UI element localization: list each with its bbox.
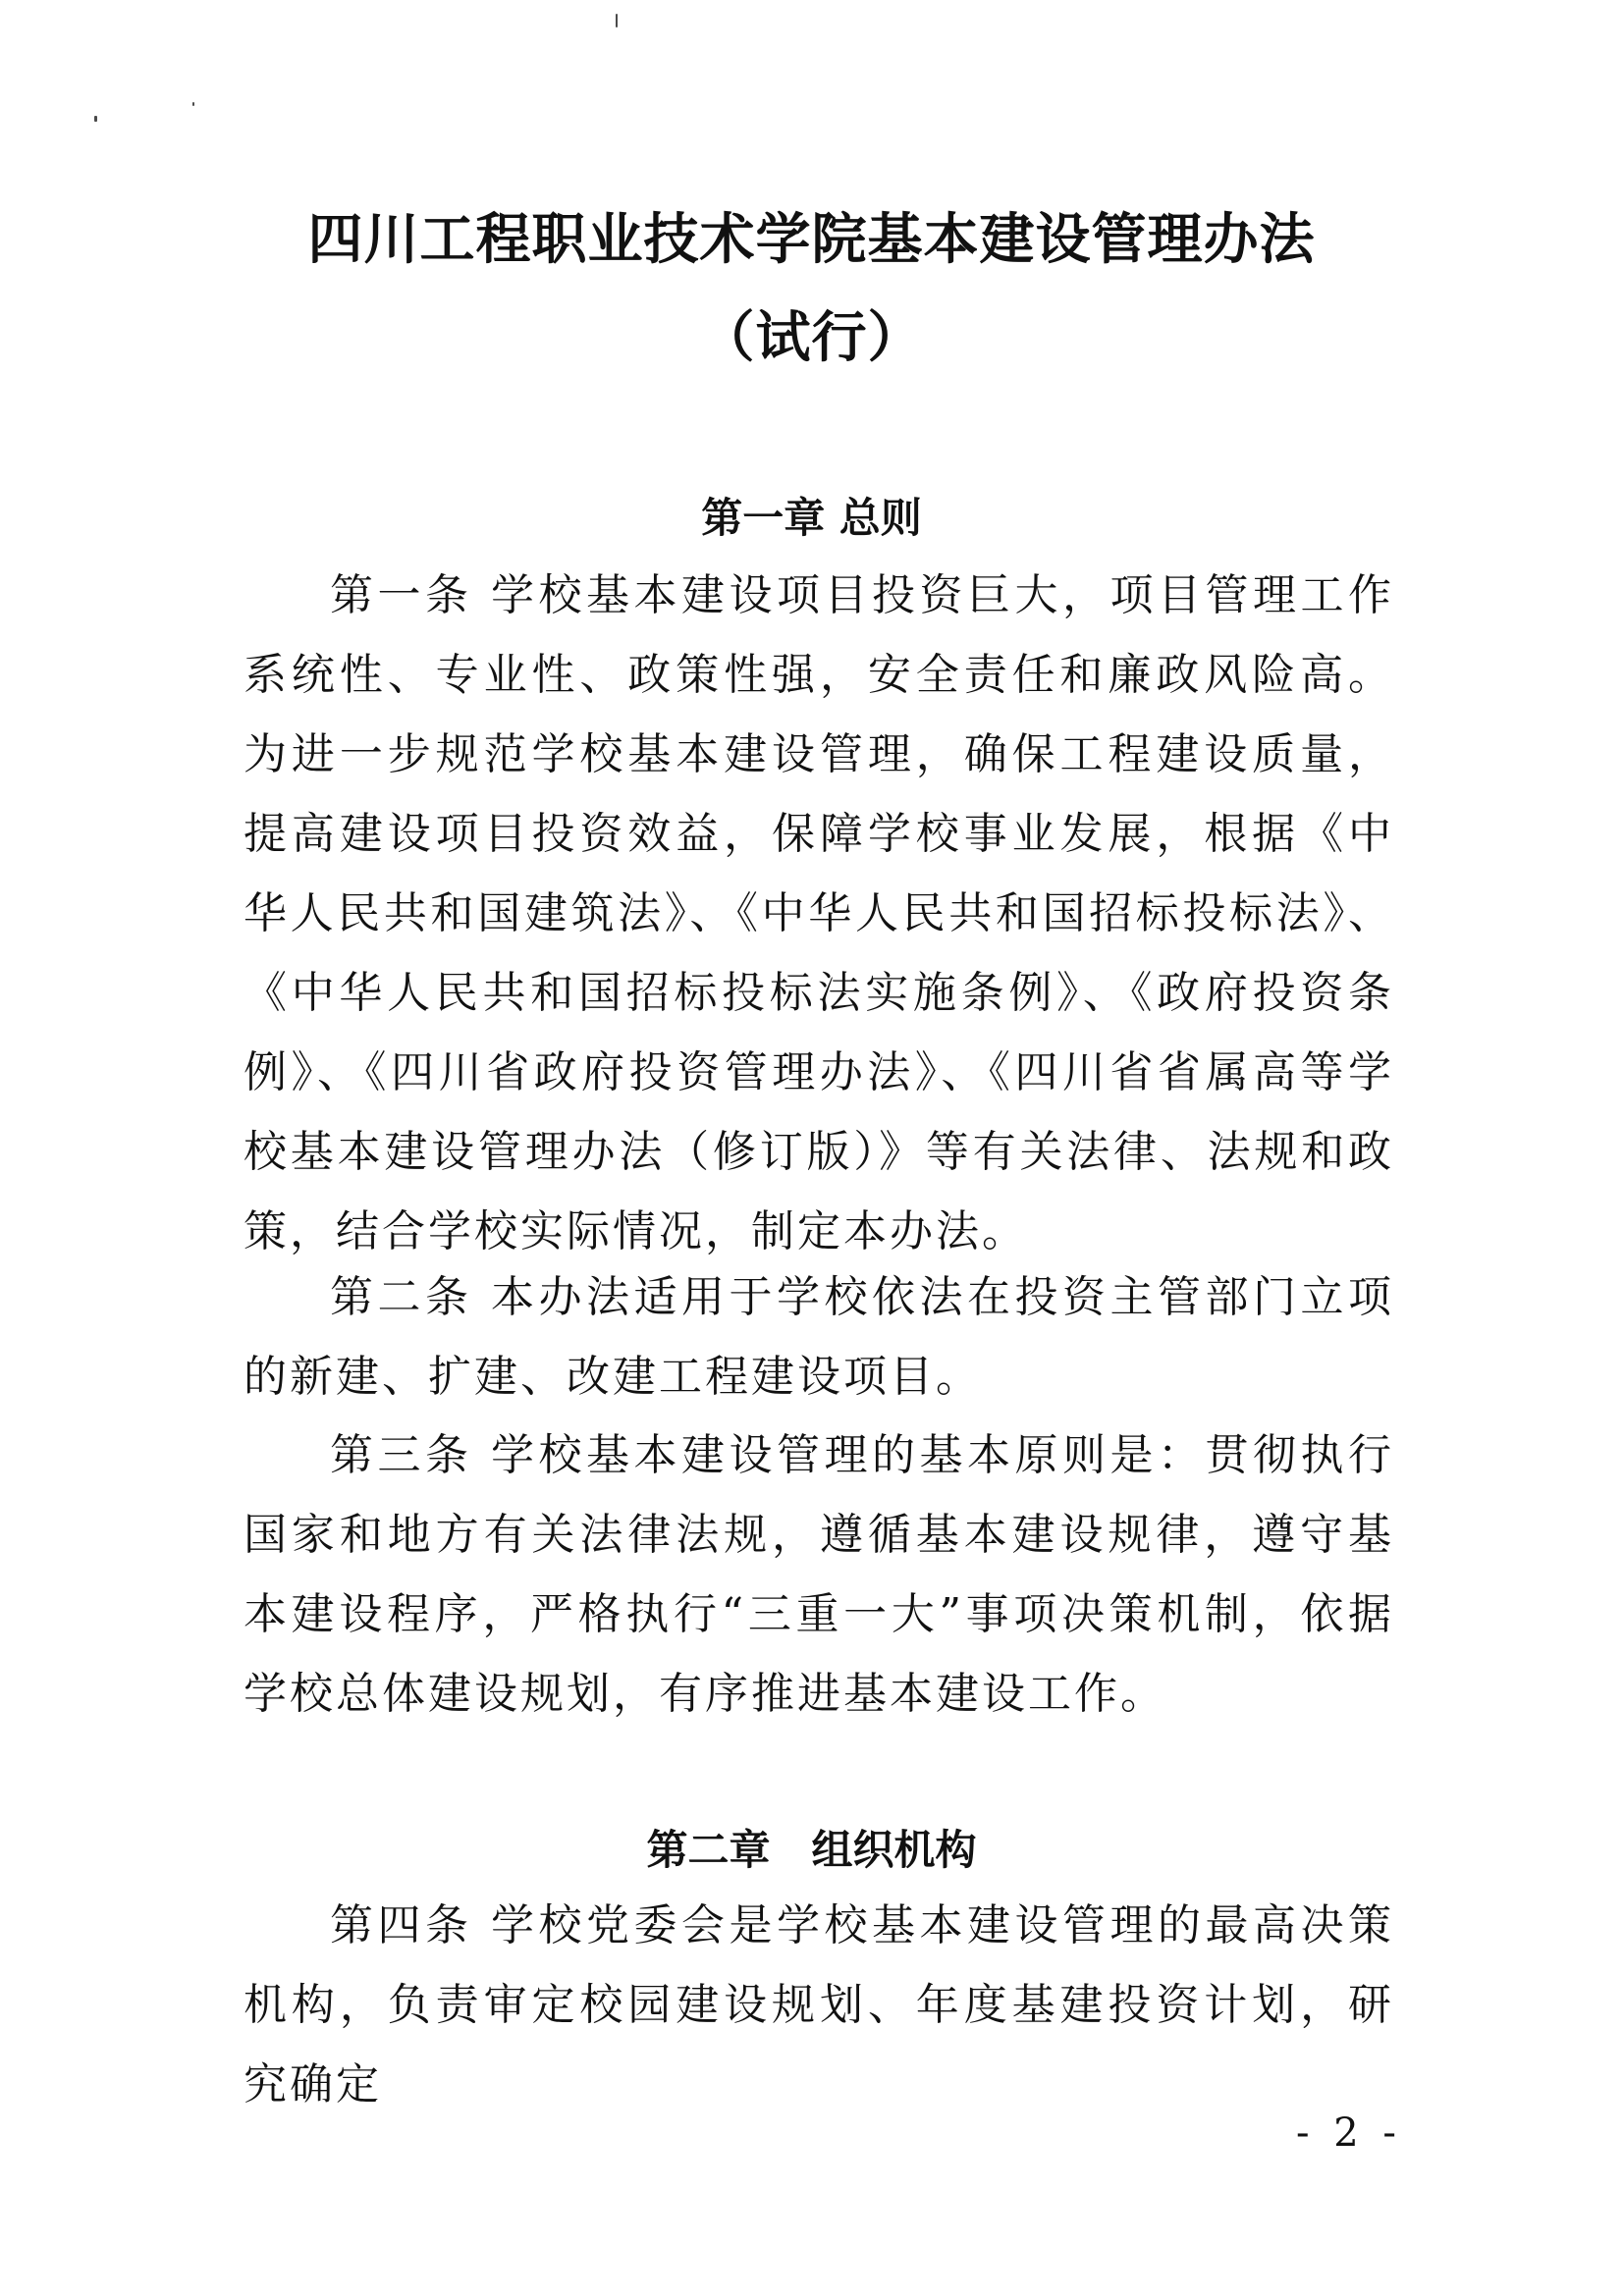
page-number: - 2 - [1296,2110,1402,2156]
article-paragraph: 第二条 本办法适用于学校依法在投资主管部门立项的新建、扩建、改建工程建设项目。 [243,1272,1394,1402]
article-paragraph: 第三条 学校基本建设管理的基本原则是：贯彻执行国家和地方有关法律法规，遵循基本建设规律，遵守基本建设程序，严格执行“三重一大”事项决策机制，依据学校总体建设规划，有序推进基本建设工作。 [243,1430,1394,1719]
chapter-heading: 第一章 总则 [701,494,922,542]
scan-speck [94,116,97,122]
article-paragraph: 第一条 学校基本建设项目投资巨大，项目管理工作系统性、专业性、政策性强，安全责任和廉政风险高。为进一步规范学校基本建设管理，确保工程建设质量，提高建设项目投资效益，保障学校事业发展，根据《中华人民共和国建筑法》、《中华人民共和国招标投标法》、《中华人民共和国招标投标法实施条例》、《政府投资条例》、《四川省政府投资管理办法》、《四川省省属高等学校基本建设管理办法（修订版）》等有关法律、法规和政策，结合学校实际情况，制定本办法。 [243,570,1394,1256]
scan-speck [616,14,618,27]
document-title: 四川工程职业技术学院基本建设管理办法 [307,208,1316,272]
article-paragraph: 第四条 学校党委会是学校基本建设管理的最高决策机构，负责审定校园建设规划、年度基建投资计划，研究确定 [243,1900,1394,2109]
document-subtitle: （试行） [699,306,924,370]
scan-speck [192,102,194,106]
chapter-heading: 第二章 组织机构 [646,1826,977,1874]
